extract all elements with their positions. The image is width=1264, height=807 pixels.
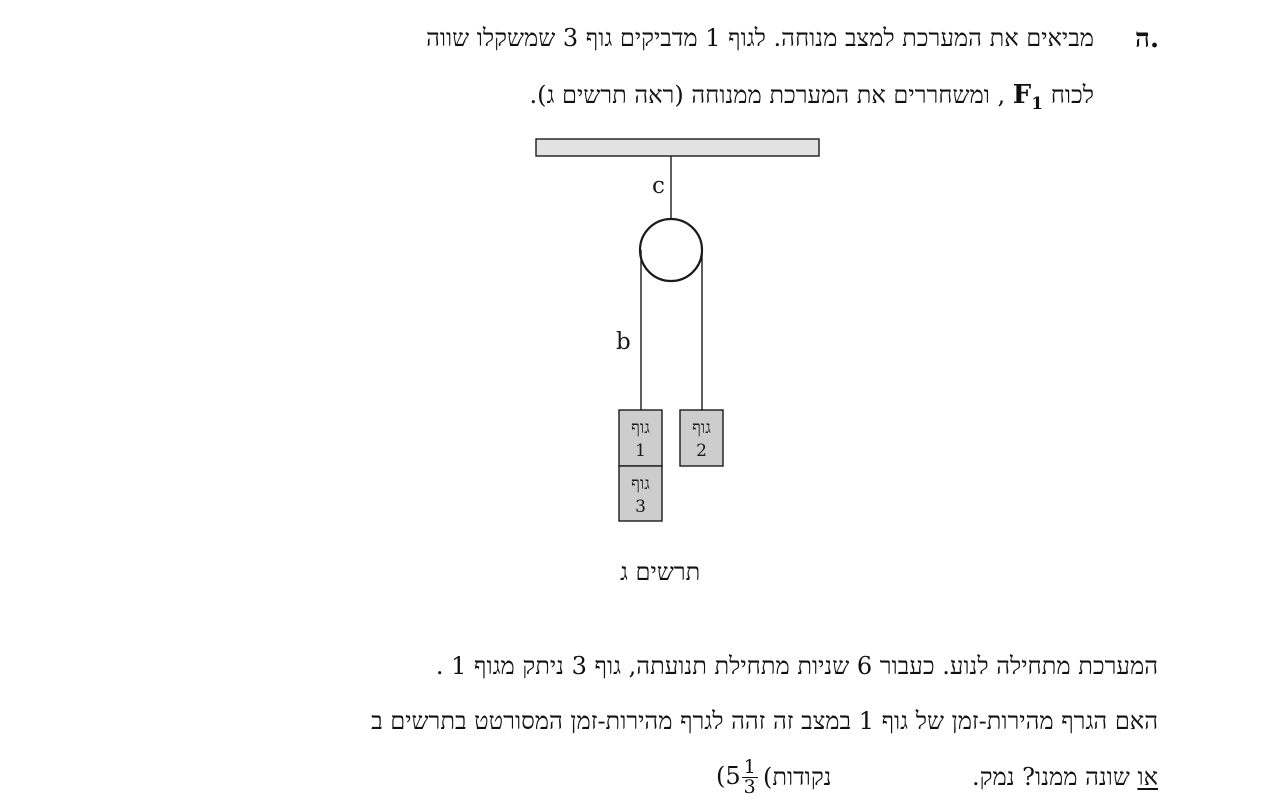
force-label-suffix: , ומשחררים את המערכת ממנוחה (ראה תרשים ג).: [529, 81, 1006, 109]
pulley-diagram: [520, 130, 840, 540]
force-symbol: $F_1$: [1012, 80, 1044, 114]
question-or-word: או: [1137, 763, 1158, 791]
question-line-1: המערכת מתחילה לנוע. כעבור 6 שניות מתחילת תנועתה, גוף 3 ניתק מגוף 1 .: [435, 652, 1158, 680]
points-fraction: $\frac{1}{3}$: [743, 756, 756, 798]
section-line-2: [529, 82, 1094, 113]
points-note: [716, 758, 759, 797]
pulley-wheel: [640, 219, 702, 281]
body-3-number: 3: [635, 497, 646, 517]
body-1-number: 1: [635, 441, 646, 461]
body-2-number: 2: [696, 441, 707, 461]
section-line-1: מביאים את המערכת למצב מנוחה. לגוף 1 מדביקים גוף 3 שמשקלו שווה: [426, 24, 1094, 52]
rope-c-label: c: [652, 173, 665, 199]
body-3-word: גוף: [631, 474, 650, 494]
points-label: נקודות): [763, 763, 832, 791]
question-line-3-text: שונה ממנו? נמק.: [972, 763, 1138, 791]
ceiling-bar: [536, 139, 819, 156]
points-whole: 5: [725, 762, 741, 790]
body-1-word: גוף: [631, 418, 650, 438]
force-label-prefix: לכוח: [1050, 81, 1094, 109]
section-letter: ה.: [1134, 24, 1159, 54]
question-line-3: [972, 765, 1158, 789]
diagram-caption: תרשים ג: [620, 558, 701, 586]
question-line-2: האם הגרף מהירות-זמן של גוף 1 במצב זה זהה לגרף מהירות-זמן המסורטט בתרשים ב: [371, 707, 1158, 735]
body-2-word: גוף: [692, 418, 711, 438]
points-open-paren: (: [716, 762, 726, 790]
rope-b-label: b: [616, 329, 631, 355]
